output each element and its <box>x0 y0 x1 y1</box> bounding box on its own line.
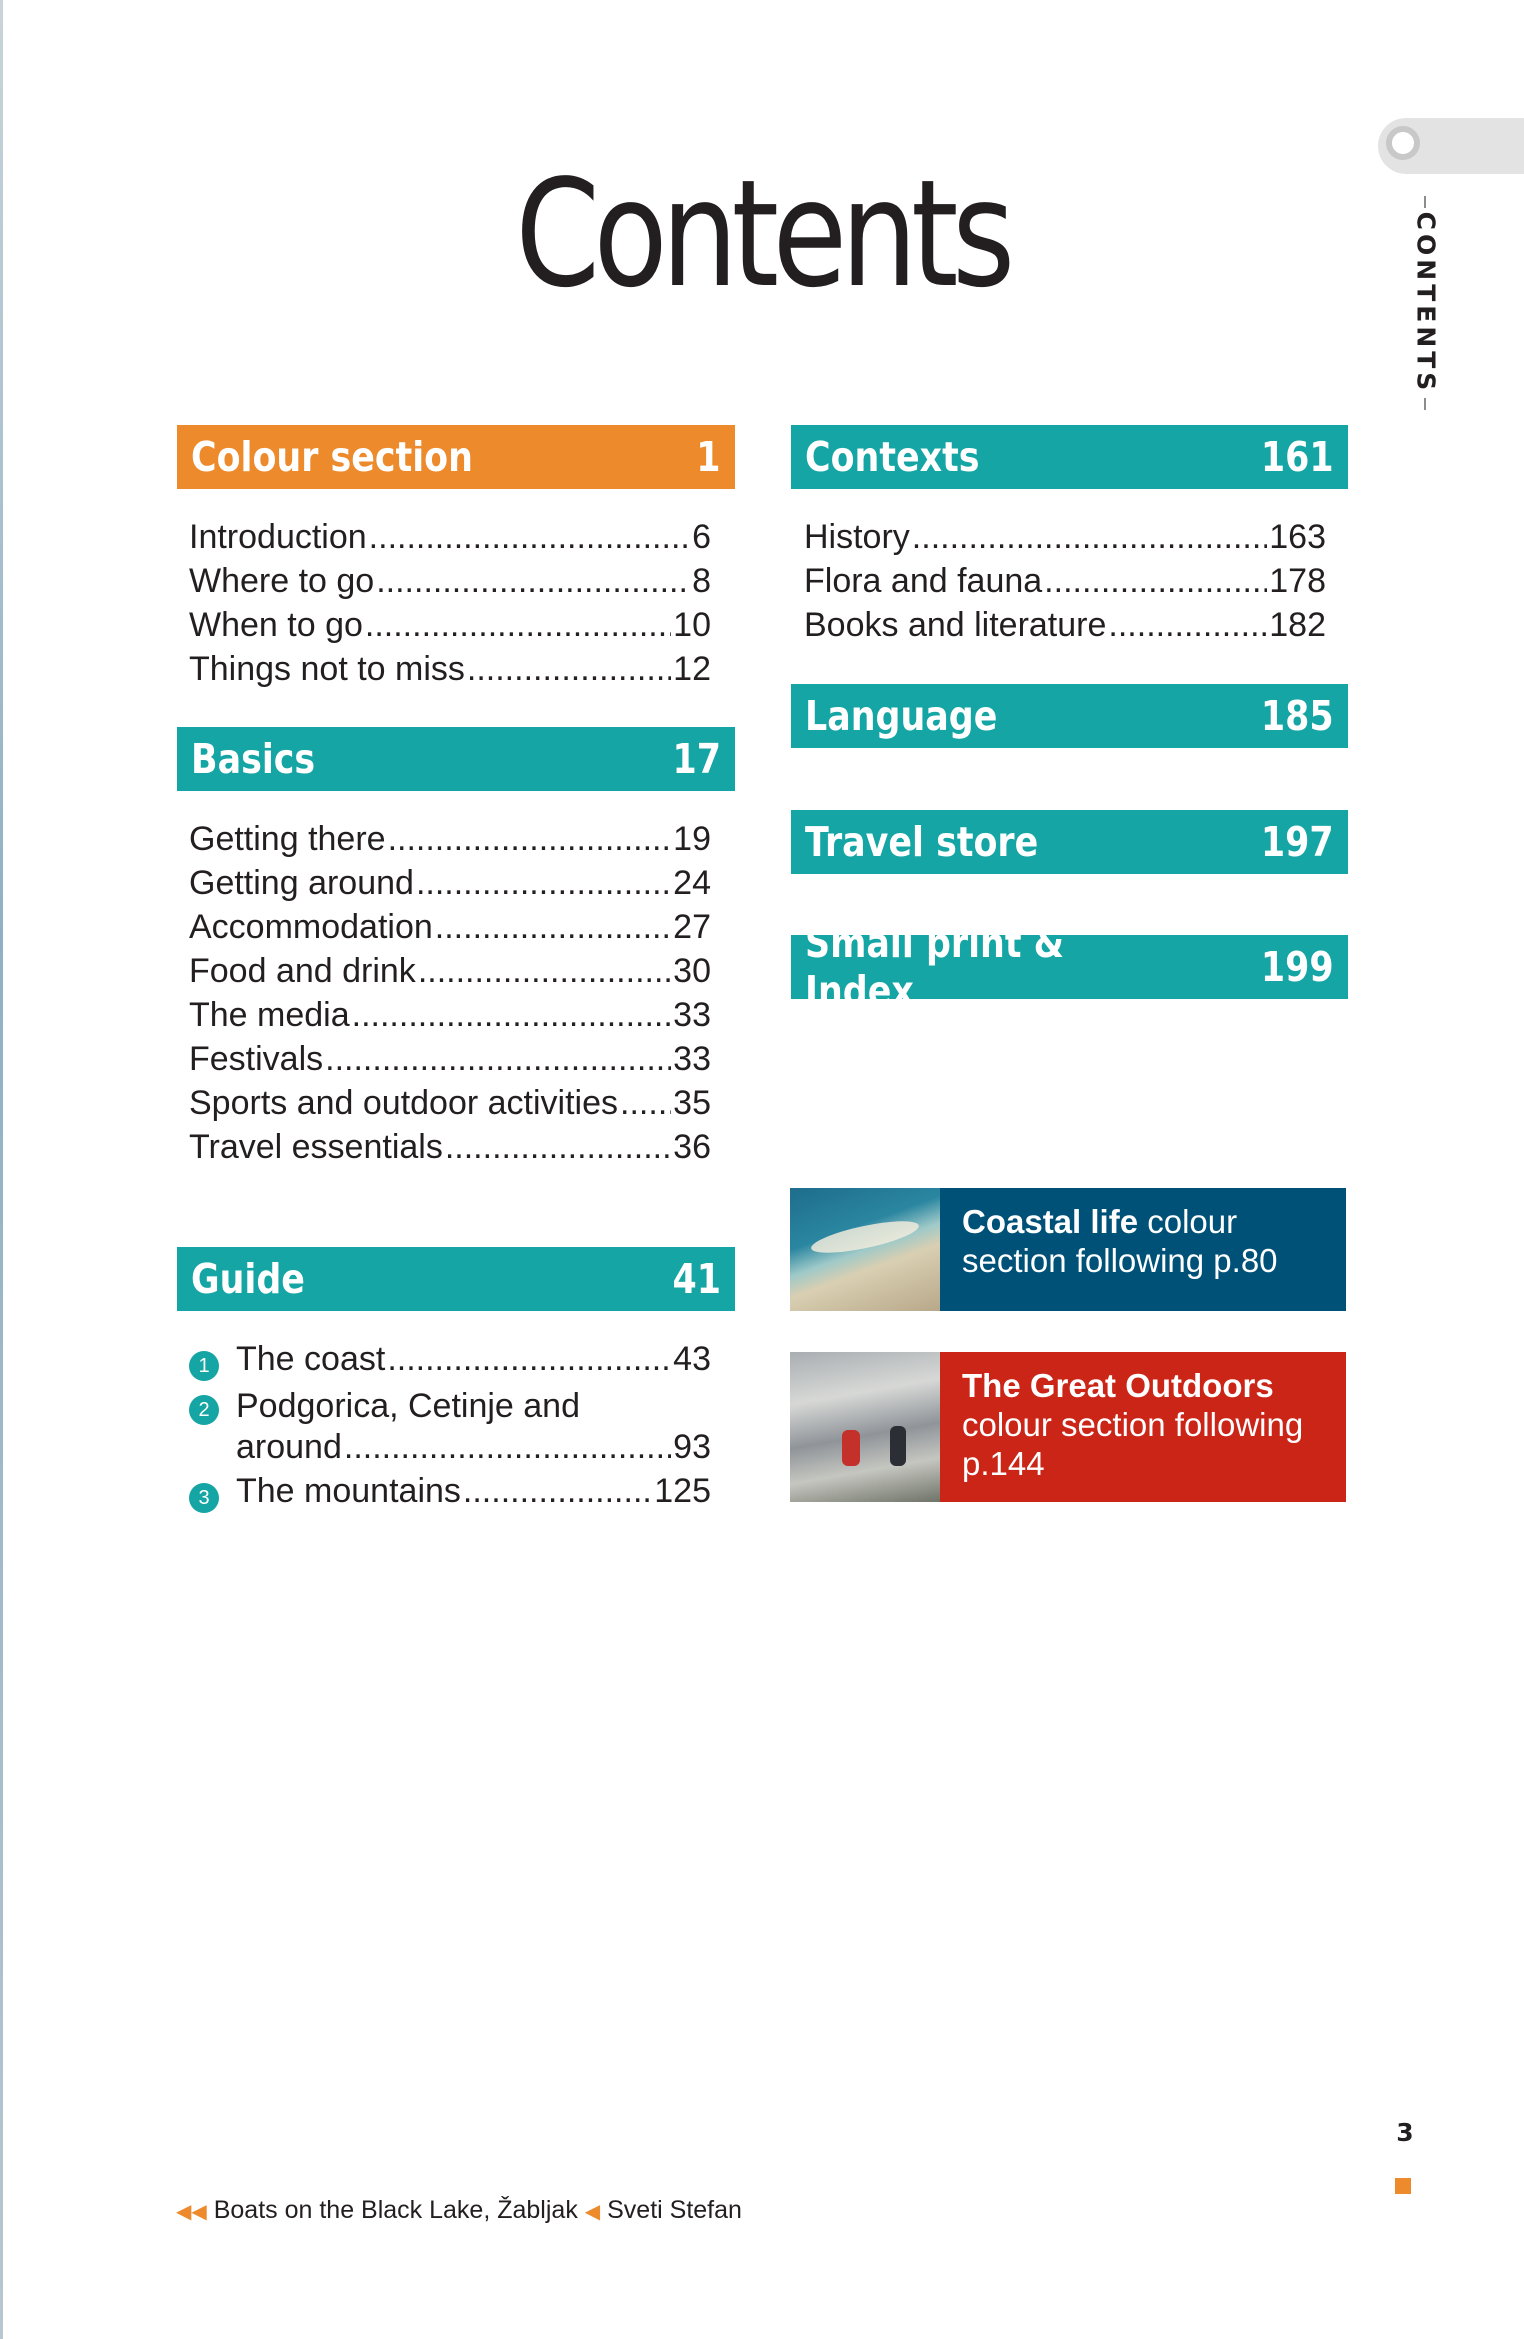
guide-header[interactable] <box>177 1247 735 1311</box>
section-title: Basics <box>191 735 316 783</box>
double-arrow-left-icon: ◀◀ <box>176 2201 207 2223</box>
toc-entry[interactable]: 2 Podgorica, Cetinje and around ..... 93 <box>189 1384 711 1472</box>
side-label <box>1408 196 1444 410</box>
toc-entry[interactable]: Flora and fauna ..... 178 <box>804 562 1326 606</box>
basics-list <box>189 820 711 1172</box>
promo-text: Coastal life colour section following p.80 <box>962 1203 1278 1279</box>
toc-entry[interactable]: Introduction ..... 6 <box>189 518 711 562</box>
section-title: Colour section <box>191 433 473 481</box>
toc-entry[interactable]: The media ..... 33 <box>189 996 711 1040</box>
great-outdoors-promo[interactable] <box>790 1352 1346 1502</box>
chapter-number-badge: 3 <box>189 1483 219 1513</box>
circle-icon <box>1386 126 1420 160</box>
small-print-header[interactable] <box>791 919 1348 1015</box>
hikers-photo <box>790 1352 940 1502</box>
toc-entry[interactable]: Accommodation ..... 27 <box>189 908 711 952</box>
toc-entry[interactable]: 1 The coast ..... 43 <box>189 1340 711 1384</box>
toc-entry[interactable]: Getting there ..... 19 <box>189 820 711 864</box>
guide-list <box>189 1340 711 1516</box>
chapter-number-badge: 2 <box>189 1395 219 1425</box>
toc-entry[interactable]: Food and drink ..... 30 <box>189 952 711 996</box>
page-number: 3 <box>1396 2118 1414 2147</box>
side-label-text: CONTENTS <box>1411 211 1441 395</box>
toc-entry[interactable]: Things not to miss ..... 12 <box>189 650 711 694</box>
page-edge <box>0 0 3 2339</box>
chapter-number-badge: 1 <box>189 1351 219 1381</box>
section-page: 197 <box>1261 818 1334 866</box>
section-title: Travel store <box>805 818 1039 866</box>
coastal-life-promo[interactable] <box>790 1188 1346 1311</box>
section-page: 161 <box>1261 433 1334 481</box>
toc-entry[interactable]: Getting around ..... 24 <box>189 864 711 908</box>
toc-entry[interactable]: Where to go ..... 8 <box>189 562 711 606</box>
arrow-left-icon: ◀ <box>584 2201 601 2223</box>
promo-text: The Great Outdoors colour section following p.144 <box>962 1367 1304 1482</box>
travel-store-header[interactable] <box>791 810 1348 874</box>
beach-photo <box>790 1188 940 1311</box>
divider <box>1424 398 1426 410</box>
section-page: 1 <box>696 433 721 481</box>
toc-entry[interactable]: Festivals ..... 33 <box>189 1040 711 1084</box>
section-title: Language <box>805 692 998 740</box>
toc-entry[interactable]: History ..... 163 <box>804 518 1326 562</box>
section-title: Small print & Index <box>805 919 1065 1015</box>
section-title: Guide <box>191 1255 305 1303</box>
basics-header[interactable] <box>177 727 735 791</box>
colour-section-header[interactable] <box>177 425 735 489</box>
language-header[interactable] <box>791 684 1348 748</box>
section-page: 17 <box>672 735 721 783</box>
section-page: 185 <box>1261 692 1334 740</box>
toc-entry[interactable]: 3 The mountains ..... 125 <box>189 1472 711 1516</box>
toc-entry[interactable]: Sports and outdoor activities ..... 35 <box>189 1084 711 1128</box>
photo-caption: ◀◀ Boats on the Black Lake, Žabljak ◀ Sveti Stefan <box>176 2196 742 2224</box>
contexts-header[interactable] <box>791 425 1348 489</box>
section-title: Contexts <box>805 433 980 481</box>
section-page: 199 <box>1261 943 1334 991</box>
divider <box>1424 196 1426 208</box>
toc-entry[interactable]: Books and literature ..... 182 <box>804 606 1326 650</box>
toc-entry[interactable]: When to go ..... 10 <box>189 606 711 650</box>
contexts-list <box>804 518 1326 650</box>
page-marker <box>1395 2178 1411 2194</box>
page-title: Contents <box>515 148 1009 320</box>
colour-section-list <box>189 518 711 694</box>
section-tab <box>1378 118 1524 174</box>
section-page: 41 <box>672 1255 721 1303</box>
toc-entry[interactable]: Travel essentials ..... 36 <box>189 1128 711 1172</box>
